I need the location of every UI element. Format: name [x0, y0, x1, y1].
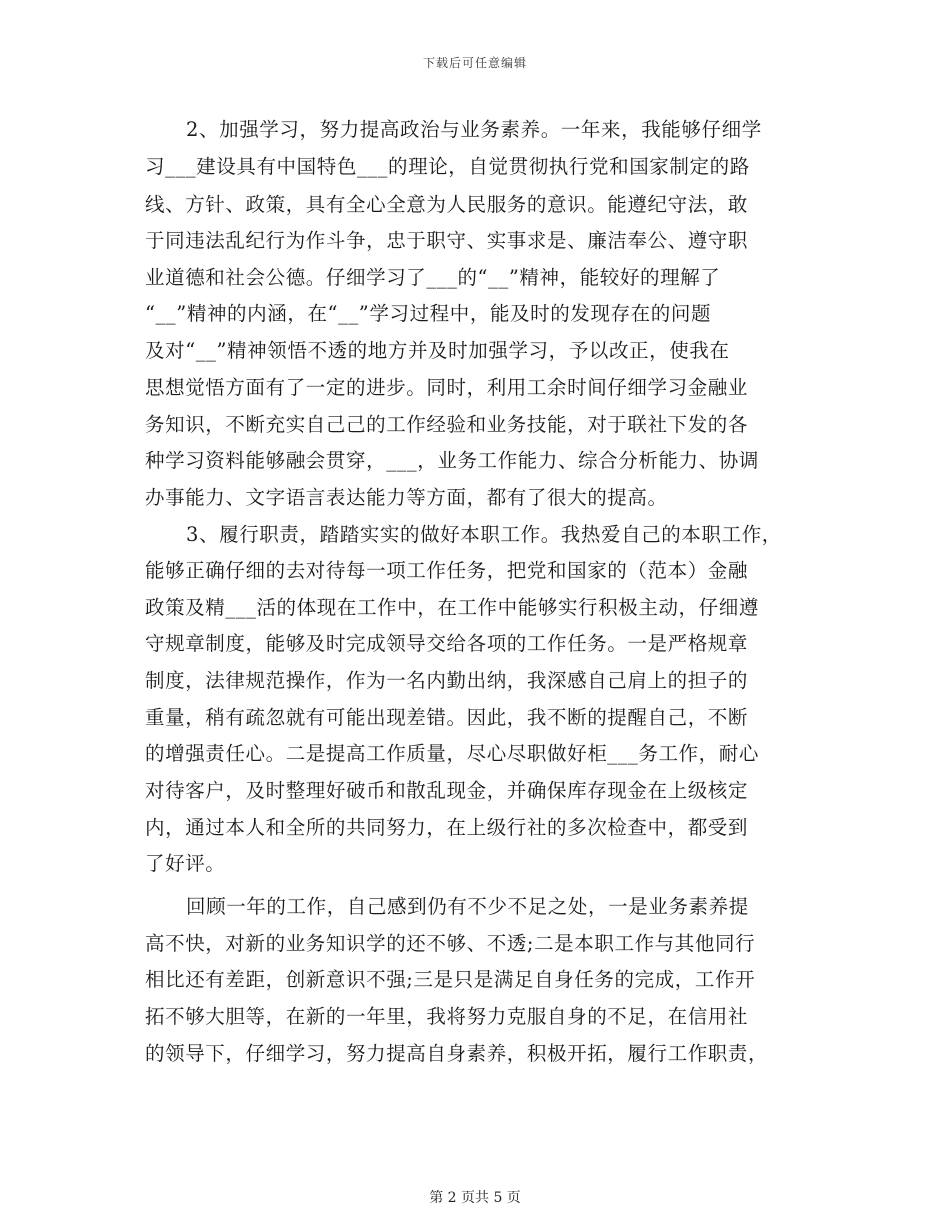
paragraph-line: 政策及精___活的体现在工作中，在工作中能够实行积极主动，仔细遵 [145, 596, 759, 619]
paragraph-line: “__”精神的内涵，在“__”学习过程中，能及时的发现存在的问题 [145, 302, 712, 325]
paragraph-line: 办事能力、文字语言表达能力等方面，都有了很大的提高。 [145, 486, 668, 509]
paragraph-line: 高不快，对新的业务知识学的还不够、不透;二是本职工作与其他同行 [145, 932, 756, 955]
paragraph-line: 业道德和社会公德。仔细学习了___的“__”精神，能较好的理解了 [145, 266, 721, 289]
paragraph-line: 的领导下，仔细学习，努力提高自身素养，积极开拓，履行工作职责， [145, 1042, 769, 1065]
paragraph-line: 思想觉悟方面有了一定的进步。同时，利用工余时间仔细学习金融业 [145, 376, 749, 399]
paragraph-line: 了好评。 [145, 852, 226, 875]
paragraph-line: 守规章制度，能够及时完成领导交给各项的工作任务。一是严格规章 [145, 632, 749, 655]
paragraph-line: 务知识，不断充实自己己的工作经验和业务技能，对于联社下发的各 [145, 413, 749, 436]
paragraph-line: 及对“__”精神领悟不透的地方并及时加强学习，予以改正，使我在 [145, 339, 730, 362]
paragraph-line: 对待客户，及时整理好破币和散乱现金，并确保库存现金在上级核定 [145, 779, 749, 802]
paragraph-line: 回顾一年的工作，自己感到仍有不少不足之处，一是业务素养提 [186, 895, 749, 918]
paragraph-line: 相比还有差距，创新意识不强;三是只是满足自身任务的完成，工作开 [145, 968, 756, 991]
paragraph-line: 种学习资料能够融会贯穿，___，业务工作能力、综合分析能力、协调 [145, 449, 759, 472]
paragraph-line: 能够正确仔细的去对待每一项工作任务，把党和国家的（范本）金融 [145, 559, 749, 582]
paragraph-line: 拓不够大胆等，在新的一年里，我将努力克服自身的不足，在信用社 [145, 1005, 749, 1028]
paragraph-line: 于同违法乱纪行为作斗争，忠于职守、实事求是、廉洁奉公、遵守职 [145, 229, 749, 252]
paragraph-line: 内，通过本人和全所的共同努力，在上级行社的多次检查中，都受到 [145, 816, 749, 839]
paragraph-line: 习___建设具有中国特色___的理论，自觉贯彻执行党和国家制定的路 [145, 155, 750, 178]
paragraph-line: 2、加强学习，努力提高政治与业务素养。一年来，我能够仔细学 [186, 118, 762, 141]
page-number: 第 2 页共 5 页 [429, 1190, 521, 1206]
paragraph-line: 3、履行职责，踏踏实实的做好本职工作。我热爱自己的本职工作， [186, 523, 782, 546]
paragraph-line: 制度，法律规范操作，作为一名内勤出纳，我深感自己肩上的担子的 [145, 669, 749, 692]
paragraph-line: 的增强责任心。二是提高工作质量，尽心尽职做好柜___务工作，耐心 [145, 742, 759, 765]
page-header: 下载后可任意编辑 [422, 56, 527, 70]
paragraph-line: 线、方针、政策，具有全心全意为人民服务的意识。能遵纪守法，敢 [145, 193, 749, 216]
paragraph-line: 重量，稍有疏忽就有可能出现差错。因此，我不断的提醒自己，不断 [145, 706, 749, 729]
